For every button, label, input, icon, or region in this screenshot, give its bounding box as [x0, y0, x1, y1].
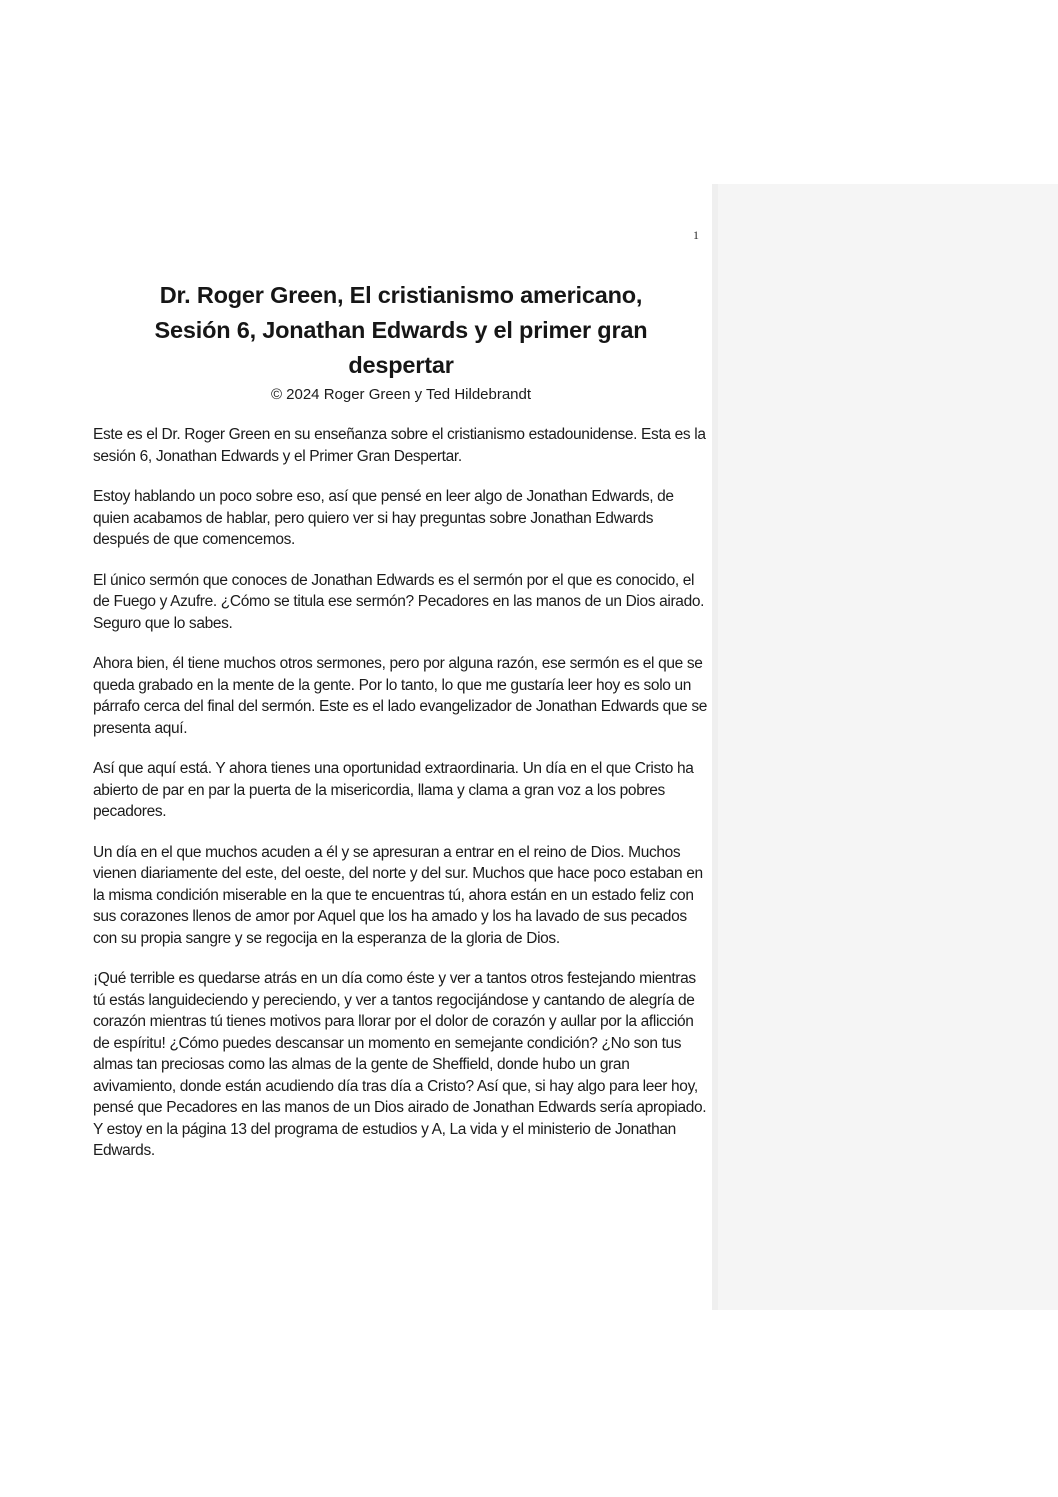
paragraph-4: Ahora bien, él tiene muchos otros sermones, pero por alguna razón, ese sermón es el que se queda grabado en la mente de la gente. Por lo tanto, lo que me gustaría leer hoy es solo un párrafo cerca del final del sermón. Este es el lado evangelizador de Jonathan Edwards que se presenta aquí. [93, 655, 708, 737]
document-content [93, 278, 709, 1181]
title-line-1: Dr. Roger Green, El cristianismo americano, [159, 282, 643, 308]
body-paragraphs [93, 424, 709, 1162]
title-line-2: Sesión 6, Jonathan Edwards y el primer gran [154, 317, 648, 343]
paragraph-3: El único sermón que conoces de Jonathan Edwards es el sermón por el que es conocido, el de Fuego y Azufre. ¿Cómo se titula ese sermón? Pecadores en las manos de un Dios airado. Seguro que lo sabes. [93, 571, 705, 632]
paragraph-6: Un día en el que muchos acuden a él y se apresuran a entrar en el reino de Dios. Muchos vienen diariamente del este, del oeste, del norte y del sur. Muchos que hace poco estaban en la misma condición miserable en la que te encuentras tú, ahora están en un estado feliz con sus corazones llenos de amor por Aquel que los ha amado y los ha lavado de sus pecados con su propia sangre y se regocija en la esperanza de la gloria de Dios. [93, 843, 703, 947]
document-title [93, 278, 709, 383]
paragraph-2: Estoy hablando un poco sobre eso, así que pensé en leer algo de Jonathan Edwards, de quien acabamos de hablar, pero quiero ver si hay preguntas sobre Jonathan Edwards después de que comencemos. [93, 488, 674, 548]
comments-panel [712, 184, 1058, 1310]
paragraph-1: Este es el Dr. Roger Green en su enseñanza sobre el cristianismo estadounidense. Esta es la sesión 6, Jonathan Edwards y el Primer Gran Despertar. [93, 426, 706, 465]
copyright-line: © 2024 Roger Green y Ted Hildebrandt [270, 386, 532, 403]
paragraph-7: ¡Qué terrible es quedarse atrás en un día como éste y ver a tantos otros festejando mientras tú estás languideciendo y pereciendo, y ver a tantos regocijándose y cantando de alegría de corazón mientras tú tienes motivos para llorar por el dolor de corazón y aullar por la aflicción de espíritu! ¿Cómo puedes descansar un momento en semejante condición? ¿No son tus almas tan preciosas como las almas de la gente de Sheffield, donde hubo un gran avivamiento, donde están acudiendo día tras día a Cristo? Así que, si hay algo para leer hoy, pensé que Pecadores en las manos de un Dios airado de Jonathan Edwards sería apropiado. Y estoy en la página 13 del programa de estudios y A, La vida y el ministerio de Jonathan Edwards. [93, 970, 707, 1159]
page-number: 1 [693, 228, 699, 242]
paragraph-5: Así que aquí está. Y ahora tienes una oportunidad extraordinaria. Un día en el que Cristo ha abierto de par en par la puerta de la misericordia, llama y clama a gran voz a los pobres pecadores. [93, 760, 694, 820]
title-line-3: despertar [348, 352, 454, 378]
